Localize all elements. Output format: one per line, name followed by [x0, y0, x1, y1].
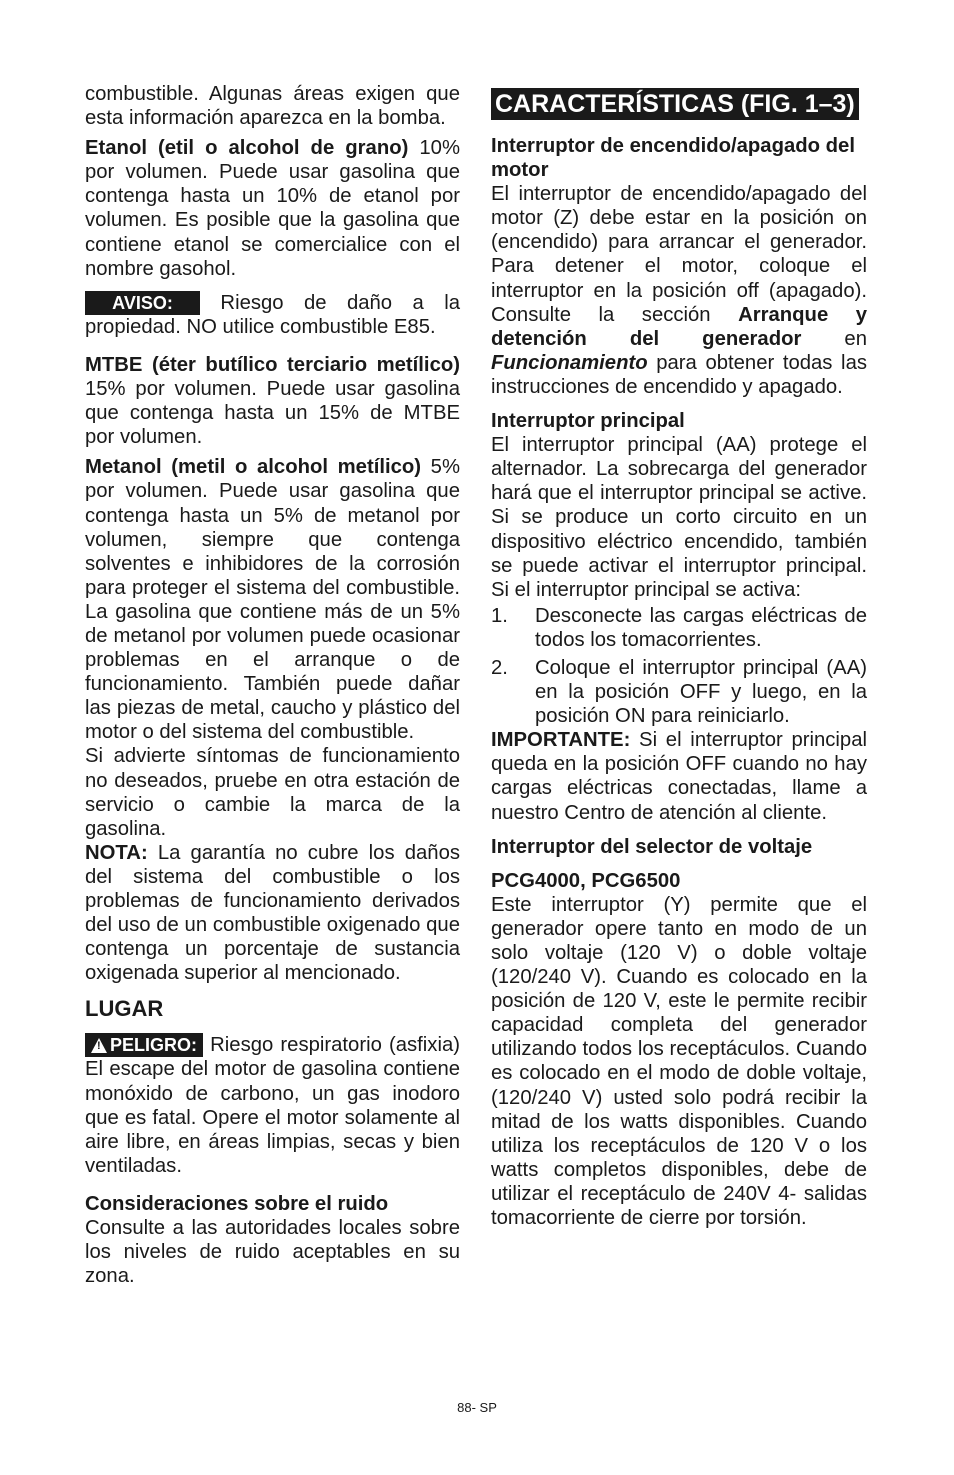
- page-number: 88- SP: [457, 1400, 497, 1415]
- voltage-paragraph: Este interruptor (Y) permite que el generador opere tanto en modo de un solo voltaje (120 V) o doble voltaje (120/240 V). Cuando es colocado en la posición de 120 V, este le permite recibir capacidad completa del generador utilizando todos los receptáculos. Cuando es colocado en el modo de doble voltaje, (120/240 V) usted solo podrá recibir la mitad de los watts disponibles. Cuando utiliza los receptáculos de 120 V o los watts completos disponibles, debe de utilizar el receptáculo de 240V 4- salidas tomacorriente de cierre por torsión.: [491, 893, 867, 1230]
- engine-switch-heading: Interruptor de encendido/apagado del motor: [491, 135, 855, 182]
- main-breaker-heading: Interruptor principal: [491, 410, 685, 433]
- methanol-label: Metanol (metil o alcohol metílico): [85, 456, 422, 479]
- main-breaker-paragraph: El interruptor principal (AA) protege el alternador. La sobrecarga del generador hará que el interruptor principal se active. Si se produce un corto circuito en un dispositivo eléctrico encendido, también se puede activar el interruptor principal. Si el interruptor principal se activa:: [491, 434, 867, 601]
- peligro-paragraph: [85, 1033, 460, 1178]
- importante-label: IMPORTANTE:: [491, 729, 631, 752]
- peligro-badge-label: PELIGRO:: [110, 1035, 198, 1056]
- step-number: 1.: [491, 604, 508, 627]
- reset-steps-list: [491, 604, 867, 728]
- aviso-paragraph: [85, 291, 460, 339]
- engine-switch-end: para obtener todas las instrucciones de encendido y apagado.: [491, 351, 867, 398]
- engine-switch-bold: Arranque y detención del generador: [491, 303, 867, 350]
- symptoms-paragraph: Si advierte síntomas de funcionamiento no deseados, pruebe en otra estación de servicio o cambie la marca de la gasolina.: [85, 745, 460, 840]
- step-number: 2.: [491, 656, 508, 679]
- importante-paragraph: [491, 728, 867, 824]
- mtbe-text: 15% por volumen. Puede usar gasolina que contenga hasta un 15% de MTBE por volumen.: [85, 378, 460, 449]
- importante-text: Si el interruptor principal queda en la posición OFF cuando no hay cargas eléctricas conectadas, llame a nuestro Centro de atención al cliente.: [491, 729, 867, 824]
- noise-heading: Consideraciones sobre el ruido: [85, 1192, 389, 1215]
- peligro-text: Riesgo respiratorio (asfixia) El escape del motor de gasolina contiene monóxido de carbono, un gas inodoro que es fatal. Opere el motor solamente al aire libre, en áreas limpias, secas y bien ventiladas.: [85, 1034, 460, 1177]
- aviso-text: Riesgo de daño a la propiedad. NO utilice combustible E85.: [85, 291, 460, 338]
- nota-label: NOTA:: [85, 841, 148, 864]
- section-title: CARACTERÍSTICAS (FIG. 1–3): [491, 88, 859, 120]
- models-heading: PCG4000, PCG6500: [491, 869, 681, 892]
- ethanol-label: Etanol (etil o alcohol de grano): [85, 137, 409, 160]
- warning-triangle-icon: !: [91, 1038, 107, 1053]
- section-title-wrap: [491, 88, 867, 120]
- mtbe-label: MTBE (éter butílico terciario metílico): [85, 353, 460, 376]
- nota-text: La garantía no cubre los daños del sistema del combustible o los problemas de funcionamiento derivados del uso de un combustible oxigenado que contenga un porcentaje de sustancia oxigenada superior al mencionado.: [85, 841, 460, 985]
- mtbe-paragraph: [85, 353, 460, 449]
- lugar-heading: LUGAR: [85, 996, 164, 1022]
- engine-switch-text: El interruptor de encendido/apagado del motor (Z) debe estar en la posición on (encendido) para arrancar el generador. Para detener el motor, coloque el interruptor en la posición off (apagado). Consulte la sección: [491, 183, 867, 326]
- step-text: Desconecte las cargas eléctricas de todos los tomacorrientes.: [535, 604, 867, 651]
- right-column: [491, 82, 867, 1230]
- voltage-heading: Interruptor del selector de voltaje: [491, 835, 813, 858]
- ethanol-paragraph: [85, 136, 460, 281]
- noise-paragraph: Consulte a las autoridades locales sobre los niveles de ruido aceptables en su zona.: [85, 1217, 460, 1288]
- methanol-text: 5% por volumen. Puede usar gasolina que contenga hasta un 5% de metanol por volumen, siempre que contenga solventes e inhibidores de la corrosión para proteger el sistema del combustible. La gasolina que contiene más de un 5% de metanol por volumen puede ocasionar problemas en el arranque o de funcionamiento. También puede dañar las piezas de metal, caucho y plástico del motor o del sistema del combustible.: [85, 456, 460, 744]
- methanol-paragraph: [85, 455, 460, 744]
- list-item: [491, 656, 867, 728]
- engine-switch-en: en: [801, 327, 867, 350]
- engine-switch-italic: Funcionamiento: [491, 351, 648, 374]
- aviso-badge: AVISO:: [85, 291, 200, 315]
- fuel-intro-paragraph: combustible. Algunas áreas exigen que esta información aparezca en la bomba.: [85, 83, 460, 130]
- list-item: [491, 604, 867, 652]
- left-column: [85, 82, 460, 1288]
- engine-switch-paragraph: [491, 182, 867, 399]
- peligro-badge: [85, 1033, 203, 1057]
- nota-paragraph: [85, 841, 460, 986]
- ethanol-text: 10% por volumen. Puede usar gasolina que contenga hasta un 10% de etanol por volumen. Es posible que la gasolina que contiene etanol se comercialice con el nombre gasohol.: [85, 137, 460, 280]
- step-text: Coloque el interruptor principal (AA) en la posición OFF y luego, en la posición ON para reiniciarlo.: [535, 656, 867, 728]
